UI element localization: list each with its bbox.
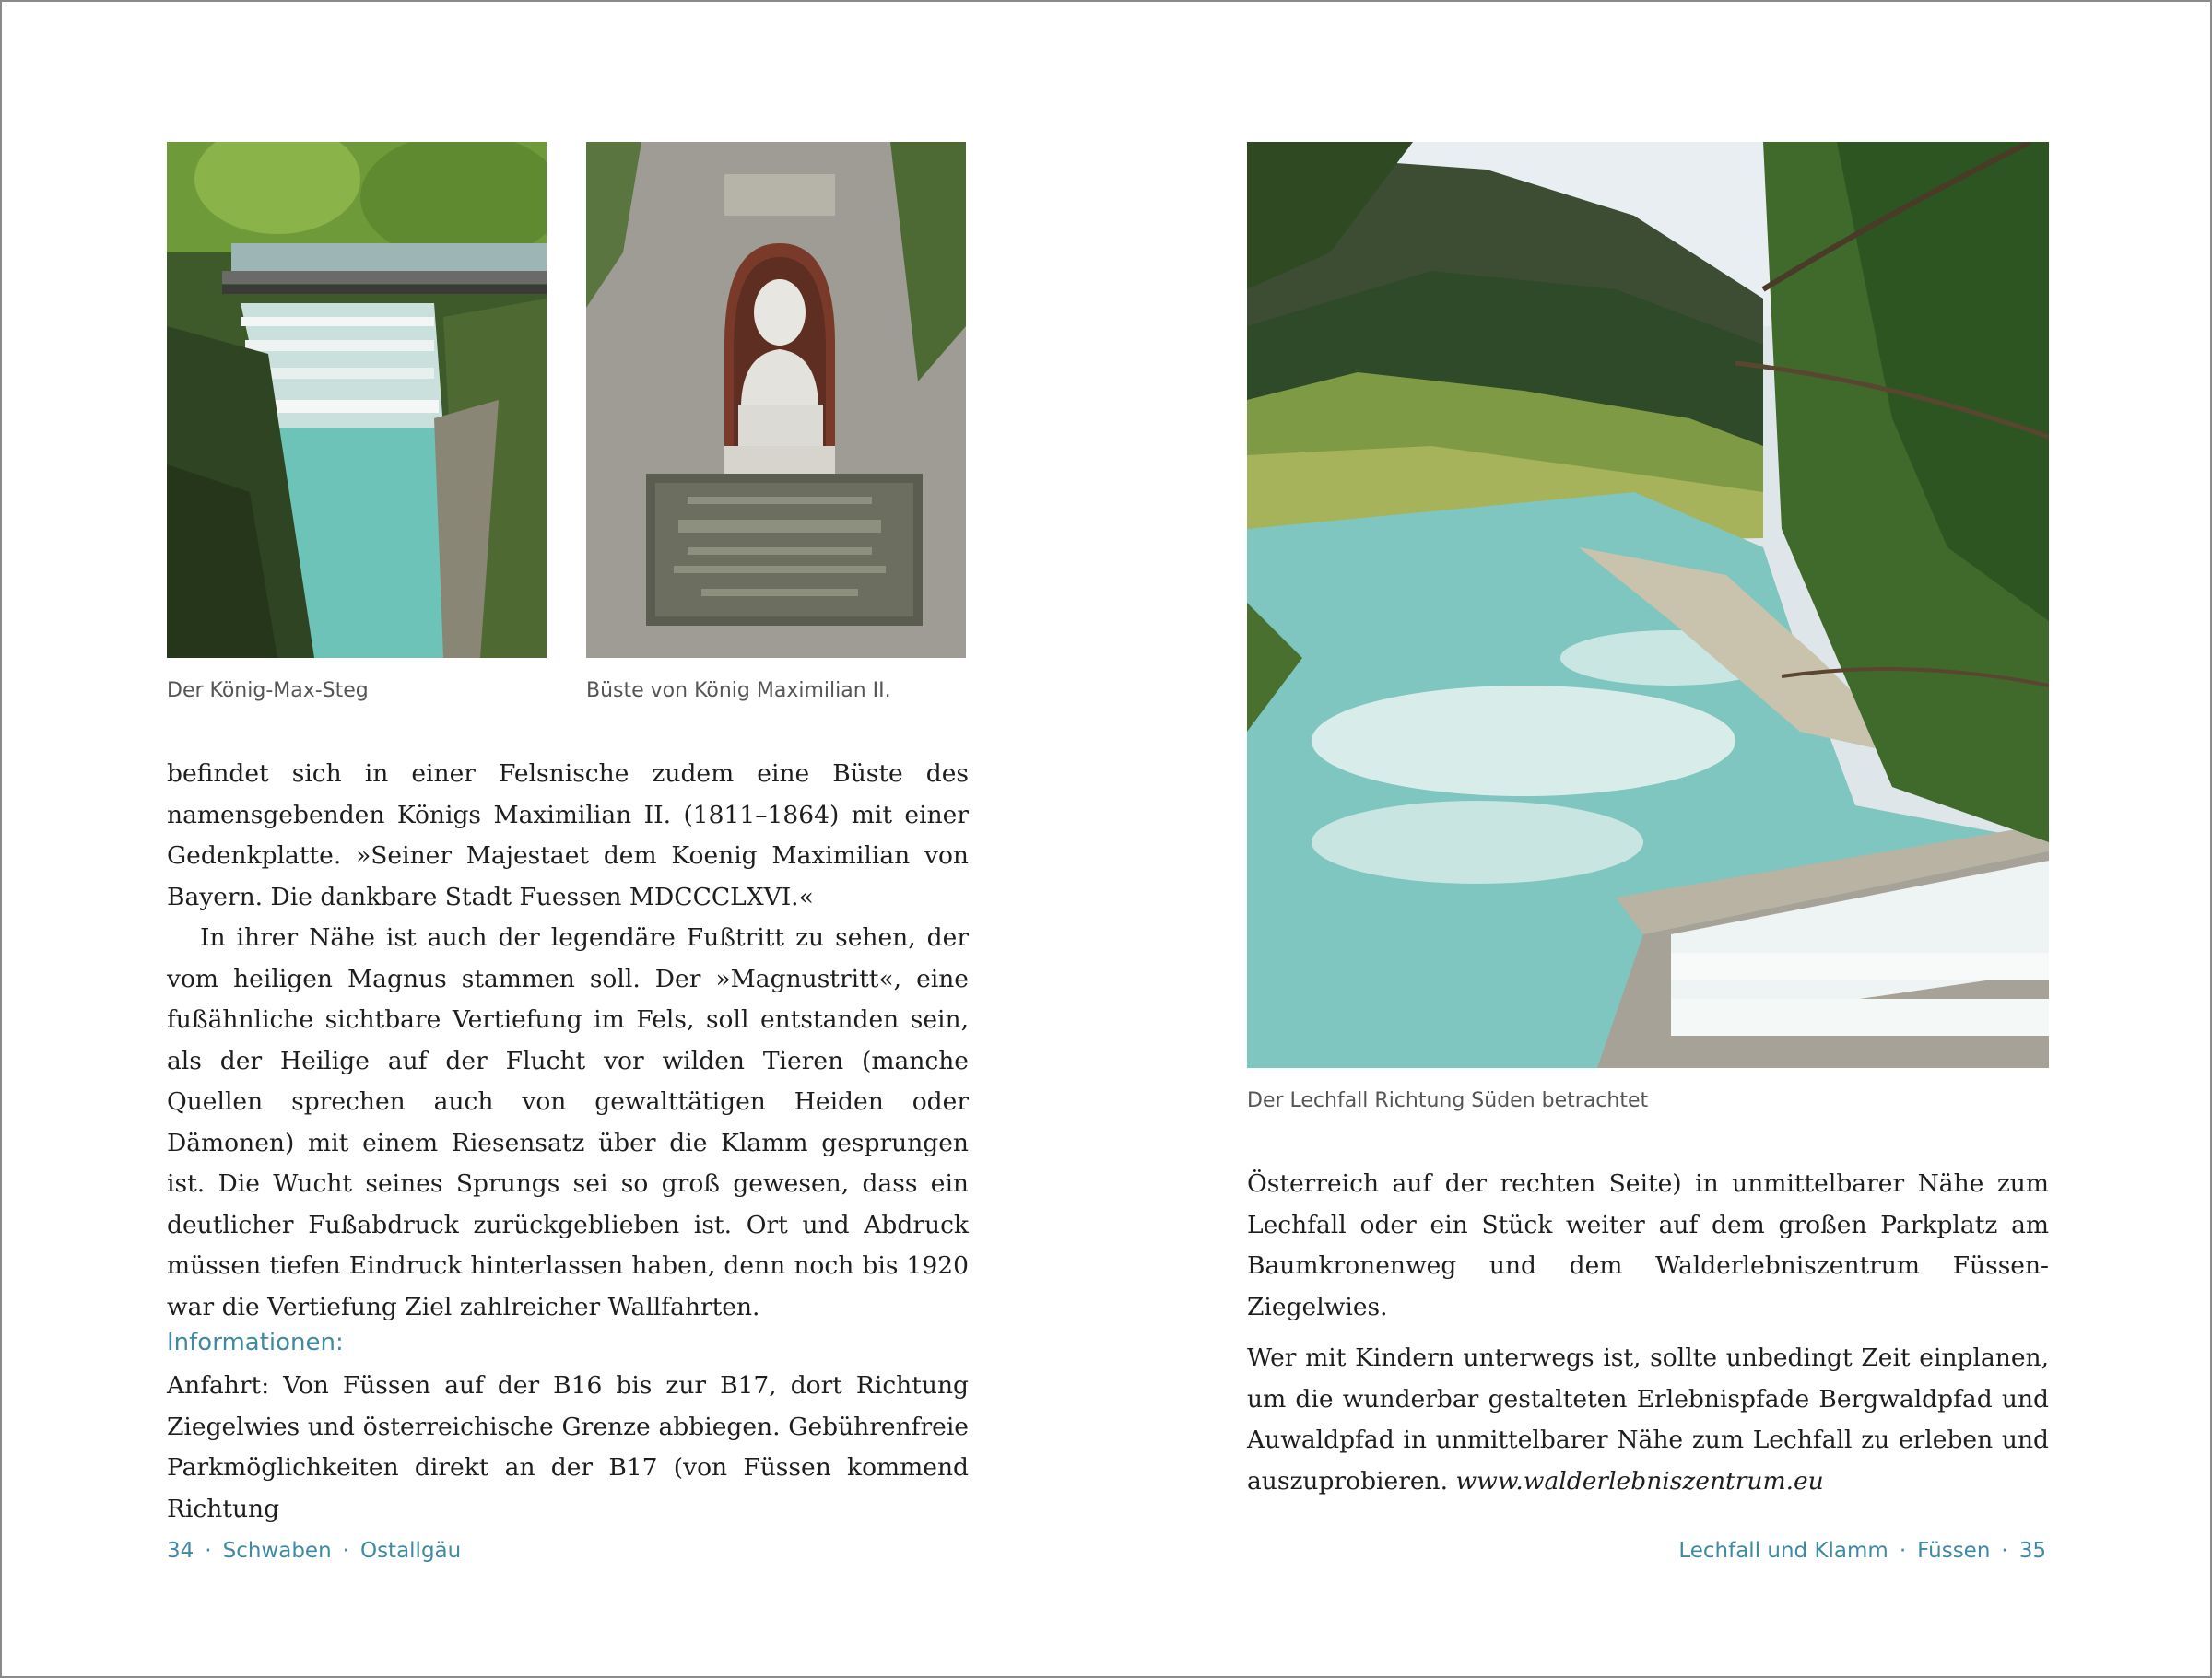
footer-left bbox=[167, 1539, 461, 1563]
page-number-right: 35 bbox=[2018, 1539, 2046, 1563]
footer-separator: · bbox=[205, 1539, 212, 1563]
gorge-bridge-image bbox=[167, 142, 547, 658]
photo-caption-bust: Büste von König Maximilian II. bbox=[586, 679, 891, 702]
footer-place: Füssen bbox=[1917, 1539, 1991, 1563]
footer-subsection: Ostallgäu bbox=[359, 1539, 462, 1563]
lechfall-image bbox=[1247, 142, 2049, 1068]
right-body-text bbox=[1247, 1164, 2049, 1502]
footer-separator: · bbox=[342, 1539, 349, 1563]
footer-separator: · bbox=[1899, 1539, 1907, 1563]
walderlebniszentrum-link[interactable]: www.walderlebniszentrum.eu bbox=[1455, 1466, 1824, 1496]
right-paragraph-1: Österreich auf der rechten Seite) in unmittelbarer Nähe zum Lechfall oder ein Stück weiter auf dem großen Parkplatz am Baumkronenweg und dem Walderlebniszentrum Füssen-Ziegelwies. bbox=[1247, 1169, 2049, 1321]
right-paragraph-2 bbox=[1247, 1338, 2049, 1502]
left-paragraph-1: befindet sich in einer Felsnische zudem eine Büste des namensgebenden Königs Maximilian II. (1811–1864) mit einer Gedenkplatte. »Seiner Majestaet dem Koenig Maximilian von Bayern. Die dankbare Stadt Fuessen MDCCCLXVI.« bbox=[167, 759, 969, 911]
photo-caption-lechfall: Der Lechfall Richtung Süden betrachtet bbox=[1247, 1089, 1649, 1112]
photo-koenig-max-steg bbox=[167, 142, 547, 658]
left-body-text bbox=[167, 754, 969, 1328]
right-paragraph-2-text: Wer mit Kindern unterwegs ist, sollte unbedingt Zeit einplanen, um die wunderbar gestalteten Erlebnispfade Bergwaldpfad und Auwaldpfad in unmittelbarer Nähe zum Lechfall zu erleben und auszuprobieren. bbox=[1247, 1344, 2049, 1496]
left-paragraph-2: In ihrer Nähe ist auch der legendäre Fußtritt zu sehen, der vom heiligen Magnus stammen soll. Der »Magnustritt«, eine fußähnliche sichtbare Vertiefung im Fels, soll entstanden sein, als der Heilige auf der Flucht vor wilden Tieren (manche Quellen sprechen auch von gewalttätigen Heiden oder Dämonen) mit einem Riesensatz über die Klamm gesprungen ist. Die Wucht seines Sprungs sei so groß gewesen, dass ein deutlicher Fußabdruck zurückgeblieben ist. Ort und Abdruck müssen tiefen Eindruck hinterlassen haben, denn noch bis 1920 war die Vertiefung Ziel zahlreicher Wallfahrten. bbox=[167, 923, 969, 1321]
footer-right bbox=[1678, 1539, 2046, 1563]
info-text: Anfahrt: Von Füssen auf der B16 bis zur B17, dort Richtung Ziegelwies und österreichische Grenze abbiegen. Gebührenfreie Parkmöglichkeiten direkt an der B17 (von Füssen kommend Richtung bbox=[167, 1371, 969, 1523]
bust-niche-image bbox=[586, 142, 966, 658]
footer-separator: · bbox=[2001, 1539, 2008, 1563]
footer-chapter: Lechfall und Klamm bbox=[1678, 1539, 1888, 1563]
photo-caption-bridge: Der König-Max-Steg bbox=[167, 679, 369, 702]
photo-bust-maximilian bbox=[586, 142, 966, 658]
footer-section: Schwaben bbox=[222, 1539, 332, 1563]
page-number-left: 34 bbox=[167, 1539, 194, 1563]
photo-lechfall bbox=[1247, 142, 2049, 1068]
info-heading: Informationen: bbox=[167, 1329, 344, 1356]
